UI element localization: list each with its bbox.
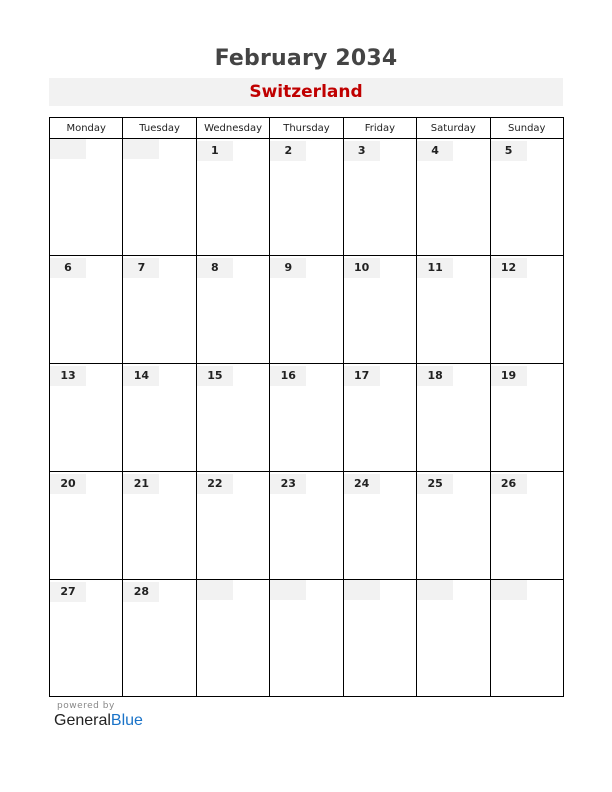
day-number: 20 — [50, 474, 86, 494]
day-cell — [270, 471, 343, 579]
day-number — [491, 580, 527, 600]
day-cell — [417, 139, 490, 256]
day-cell — [417, 579, 490, 696]
day-cell — [123, 256, 196, 364]
week-row — [50, 579, 564, 696]
day-number: 11 — [417, 258, 453, 278]
day-cell — [270, 364, 343, 472]
day-cell — [50, 579, 123, 696]
day-number: 2 — [270, 141, 306, 161]
day-cell — [417, 471, 490, 579]
brand-text-blue: Blue — [110, 712, 143, 729]
day-cell — [123, 364, 196, 472]
day-cell — [50, 139, 123, 256]
powered-by-label: powered by — [57, 701, 115, 711]
page-title: February 2034 — [214, 46, 398, 71]
weekday-header: Sunday — [490, 118, 563, 139]
week-row — [50, 256, 564, 364]
day-number — [344, 580, 380, 600]
day-number — [197, 580, 233, 600]
day-number: 21 — [123, 474, 159, 494]
day-cell — [50, 471, 123, 579]
weekday-header: Wednesday — [196, 118, 269, 139]
day-number — [417, 580, 453, 600]
day-cell — [490, 139, 563, 256]
day-number: 23 — [270, 474, 306, 494]
day-number: 26 — [491, 474, 527, 494]
day-cell — [123, 579, 196, 696]
brand-logo[interactable] — [54, 712, 143, 730]
day-cell — [417, 256, 490, 364]
weekday-header: Tuesday — [123, 118, 196, 139]
day-number — [123, 139, 159, 159]
day-number: 1 — [197, 141, 233, 161]
day-number — [50, 139, 86, 159]
day-cell — [343, 364, 416, 472]
brand-text-general: General — [54, 712, 111, 729]
day-number: 19 — [491, 366, 527, 386]
day-number — [270, 580, 306, 600]
day-number: 10 — [344, 258, 380, 278]
week-row — [50, 471, 564, 579]
day-number: 3 — [344, 141, 380, 161]
day-cell — [343, 256, 416, 364]
day-number: 14 — [123, 366, 159, 386]
day-cell — [196, 139, 269, 256]
day-number: 12 — [491, 258, 527, 278]
day-cell — [196, 471, 269, 579]
day-number: 4 — [417, 141, 453, 161]
week-row — [50, 364, 564, 472]
day-number: 8 — [197, 258, 233, 278]
day-cell — [490, 471, 563, 579]
day-cell — [343, 471, 416, 579]
calendar-grid — [49, 117, 564, 697]
week-row — [50, 139, 564, 256]
day-number: 16 — [270, 366, 306, 386]
country-name: Switzerland — [249, 82, 363, 102]
day-number: 6 — [50, 258, 86, 278]
day-cell — [490, 579, 563, 696]
day-cell — [343, 139, 416, 256]
day-number: 22 — [197, 474, 233, 494]
weekday-header: Friday — [343, 118, 416, 139]
day-number: 17 — [344, 366, 380, 386]
day-number: 13 — [50, 366, 86, 386]
weekday-header: Saturday — [417, 118, 490, 139]
day-cell — [123, 139, 196, 256]
day-number: 25 — [417, 474, 453, 494]
day-cell — [343, 579, 416, 696]
day-cell — [50, 364, 123, 472]
day-number: 28 — [123, 582, 159, 602]
day-cell — [196, 579, 269, 696]
weekday-header-row — [50, 118, 564, 139]
weekday-header: Monday — [50, 118, 123, 139]
day-cell — [270, 139, 343, 256]
day-cell — [50, 256, 123, 364]
day-number: 24 — [344, 474, 380, 494]
day-cell — [196, 256, 269, 364]
day-cell — [270, 579, 343, 696]
day-cell — [490, 364, 563, 472]
day-cell — [196, 364, 269, 472]
day-cell — [490, 256, 563, 364]
day-number: 5 — [491, 141, 527, 161]
day-cell — [417, 364, 490, 472]
day-number: 18 — [417, 366, 453, 386]
day-cell — [123, 471, 196, 579]
day-cell — [270, 256, 343, 364]
day-number: 9 — [270, 258, 306, 278]
day-number: 27 — [50, 582, 86, 602]
day-number: 7 — [123, 258, 159, 278]
day-number: 15 — [197, 366, 233, 386]
weekday-header: Thursday — [270, 118, 343, 139]
